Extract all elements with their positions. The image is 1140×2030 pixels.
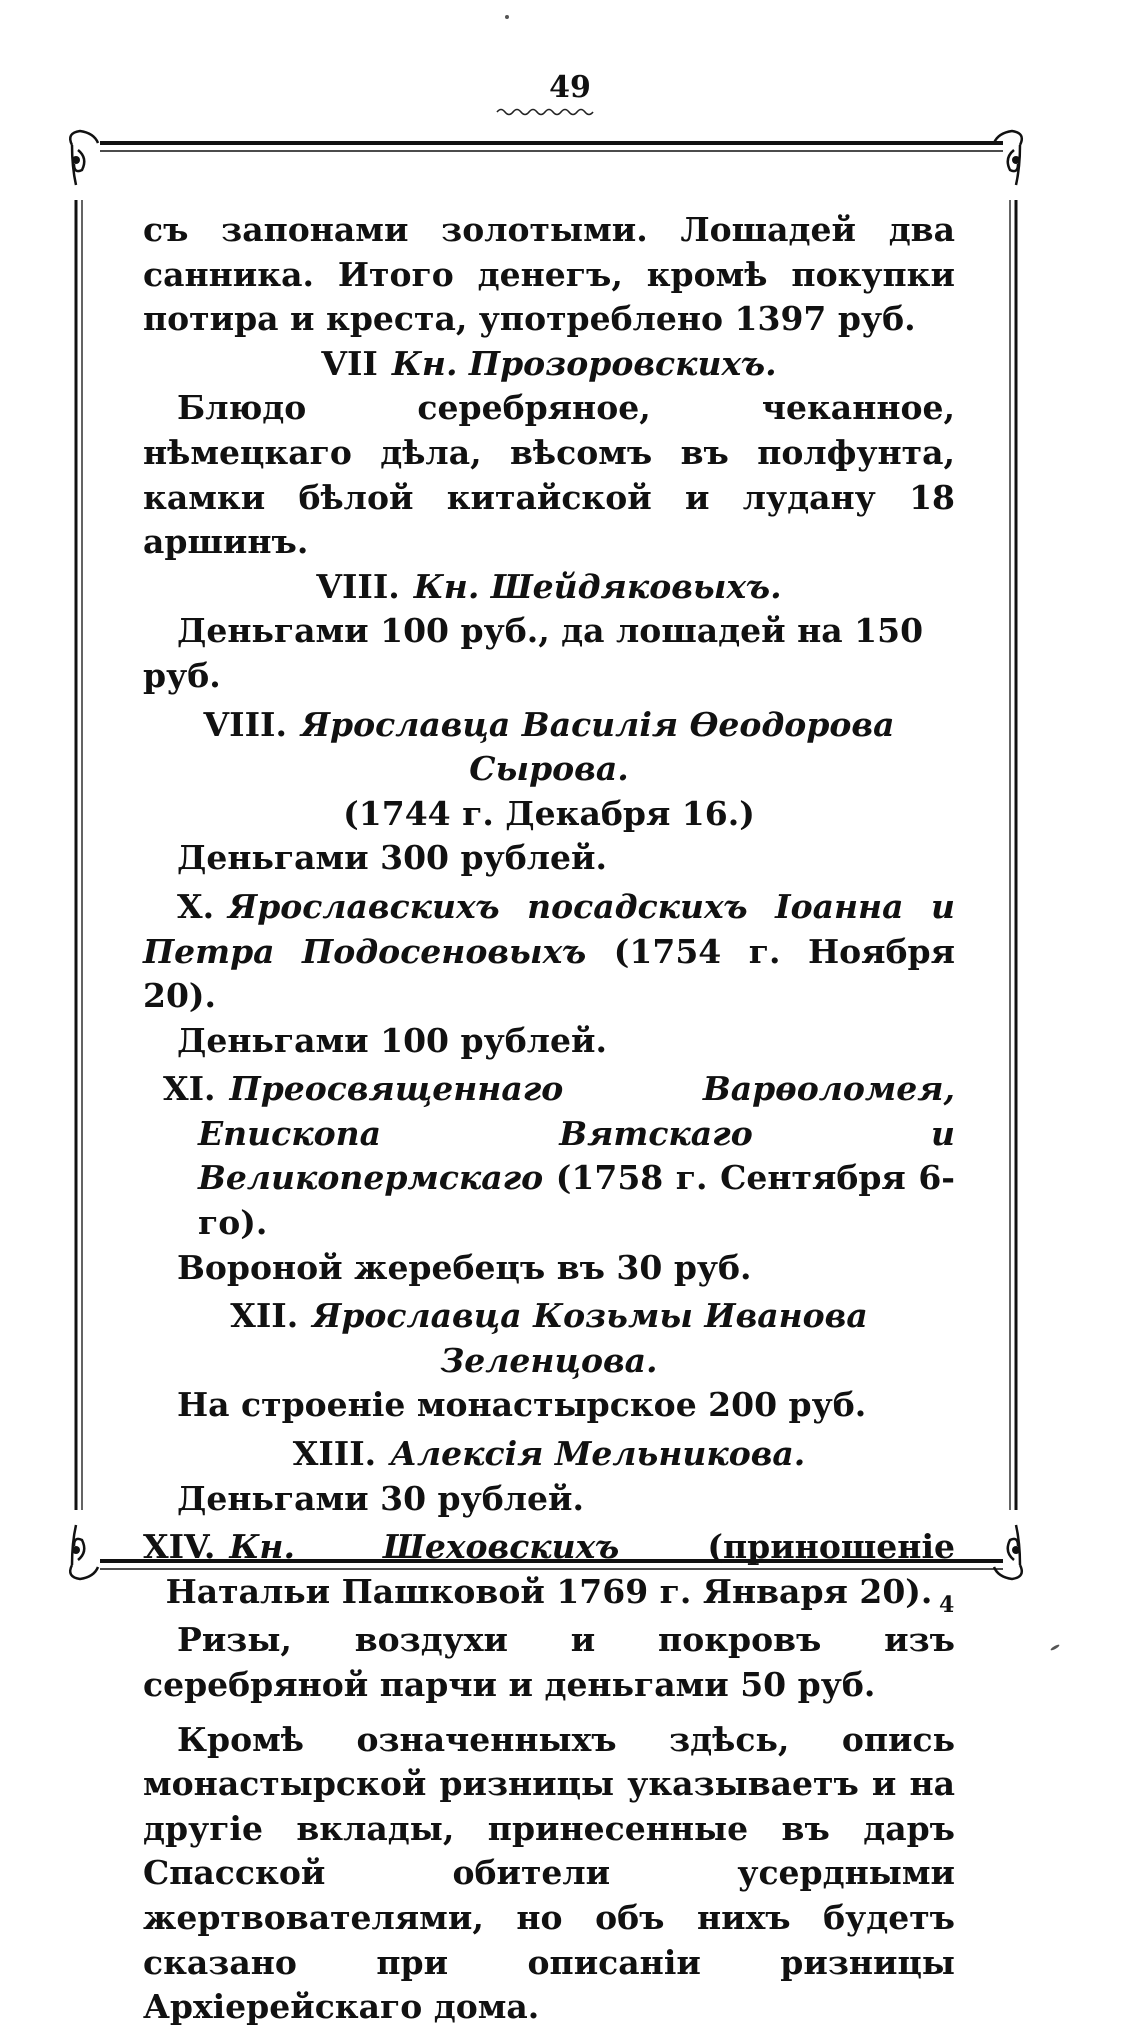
heading-8a-number: VIII. (316, 566, 400, 606)
signature-mark: 4 (939, 1592, 955, 1618)
heading-10-date: (1754 г. Ноября 20). (143, 931, 956, 1016)
paragraph-10: Кромѣ означенныхъ здѣсь, опись монастырской ризницы указываетъ и на другіе вклады, принесенные въ даръ Спасской обители усердными жертвователями, но объ нихъ будетъ сказано при описаніи ризницы Архіерейскаго дома. (143, 1719, 955, 2027)
paragraph-6: Вороной жеребецъ въ 30 руб. (177, 1247, 752, 1287)
heading-13-number: XIII. (292, 1434, 377, 1474)
paragraph-7: На строеніе монастырское 200 руб. (177, 1385, 867, 1425)
heading-7 (143, 342, 955, 387)
paragraph-9: Ризы, воздухи и покровъ изъ серебряной парчи и деньгами 50 руб. (143, 1620, 955, 1704)
heading-14-date: (приношеніе Натальи Пашковой 1769 г. Января 20). (165, 1527, 955, 1611)
heading-11-number: XI. (163, 1069, 216, 1109)
paragraph-8: Деньгами 30 рублей. (177, 1478, 584, 1518)
heading-12 (143, 1294, 955, 1383)
heading-7-name: Кн. Прозоровскихъ. (391, 343, 777, 383)
heading-8a (143, 565, 955, 610)
heading-8b-number: VIII. (203, 704, 287, 744)
heading-8b-name: Ярославца Василія Ѳеодорова Сырова. (300, 704, 895, 789)
heading-12-number: XII. (230, 1296, 299, 1336)
paragraph-4: Деньгами 300 рублей. (177, 838, 607, 878)
heading-13-name: Алексія Мельникова. (390, 1434, 806, 1474)
paragraph-1: съ запонами золотыми. Лошадей два санника. Итого денегъ, кромѣ покупки потира и креста, употреблено 1397 руб. (143, 210, 955, 339)
speck (505, 15, 509, 19)
page-number: 49 (549, 70, 591, 105)
page-body (143, 208, 955, 2030)
heading-12-name: Ярославца Козьмы Иванова Зеленцова. (312, 1296, 868, 1380)
heading-8a-name: Кн. Шейдяковыхъ. (413, 566, 782, 606)
heading-11-name: Преосвященнаго Варѳоломея, Епископа Вятскаго и Великопермскаго (198, 1069, 955, 1198)
heading-8b-date: (1744 г. Декабря 16.) (343, 793, 755, 833)
heading-14-number: XIV. (143, 1527, 216, 1567)
heading-11-date: (1758 г. Сентября 6-го). (198, 1158, 956, 1243)
heading-10-number: X. (177, 886, 215, 926)
heading-7-number: VII (321, 343, 378, 383)
heading-14-name: Кн. Шеховскихъ (229, 1527, 620, 1567)
paragraph-5: Деньгами 100 рублей. (177, 1020, 607, 1060)
heading-10-name: Ярославскихъ посадскихъ Іоанна и Петра Подосеновыхъ (143, 886, 955, 971)
heading-8b (143, 703, 955, 792)
heading-14 (143, 1525, 955, 1614)
paragraph-2: Блюдо серебряное, чеканное, нѣмецкаго дѣла, вѣсомъ въ полфунта, камки бѣлой китайской и лудану 18 аршинъ. (143, 388, 955, 562)
heading-10 (143, 885, 955, 1019)
heading-13 (143, 1432, 955, 1477)
heading-11 (163, 1067, 955, 1245)
paragraph-3: Деньгами 100 руб., да лошадей на 150 руб. (143, 611, 924, 695)
